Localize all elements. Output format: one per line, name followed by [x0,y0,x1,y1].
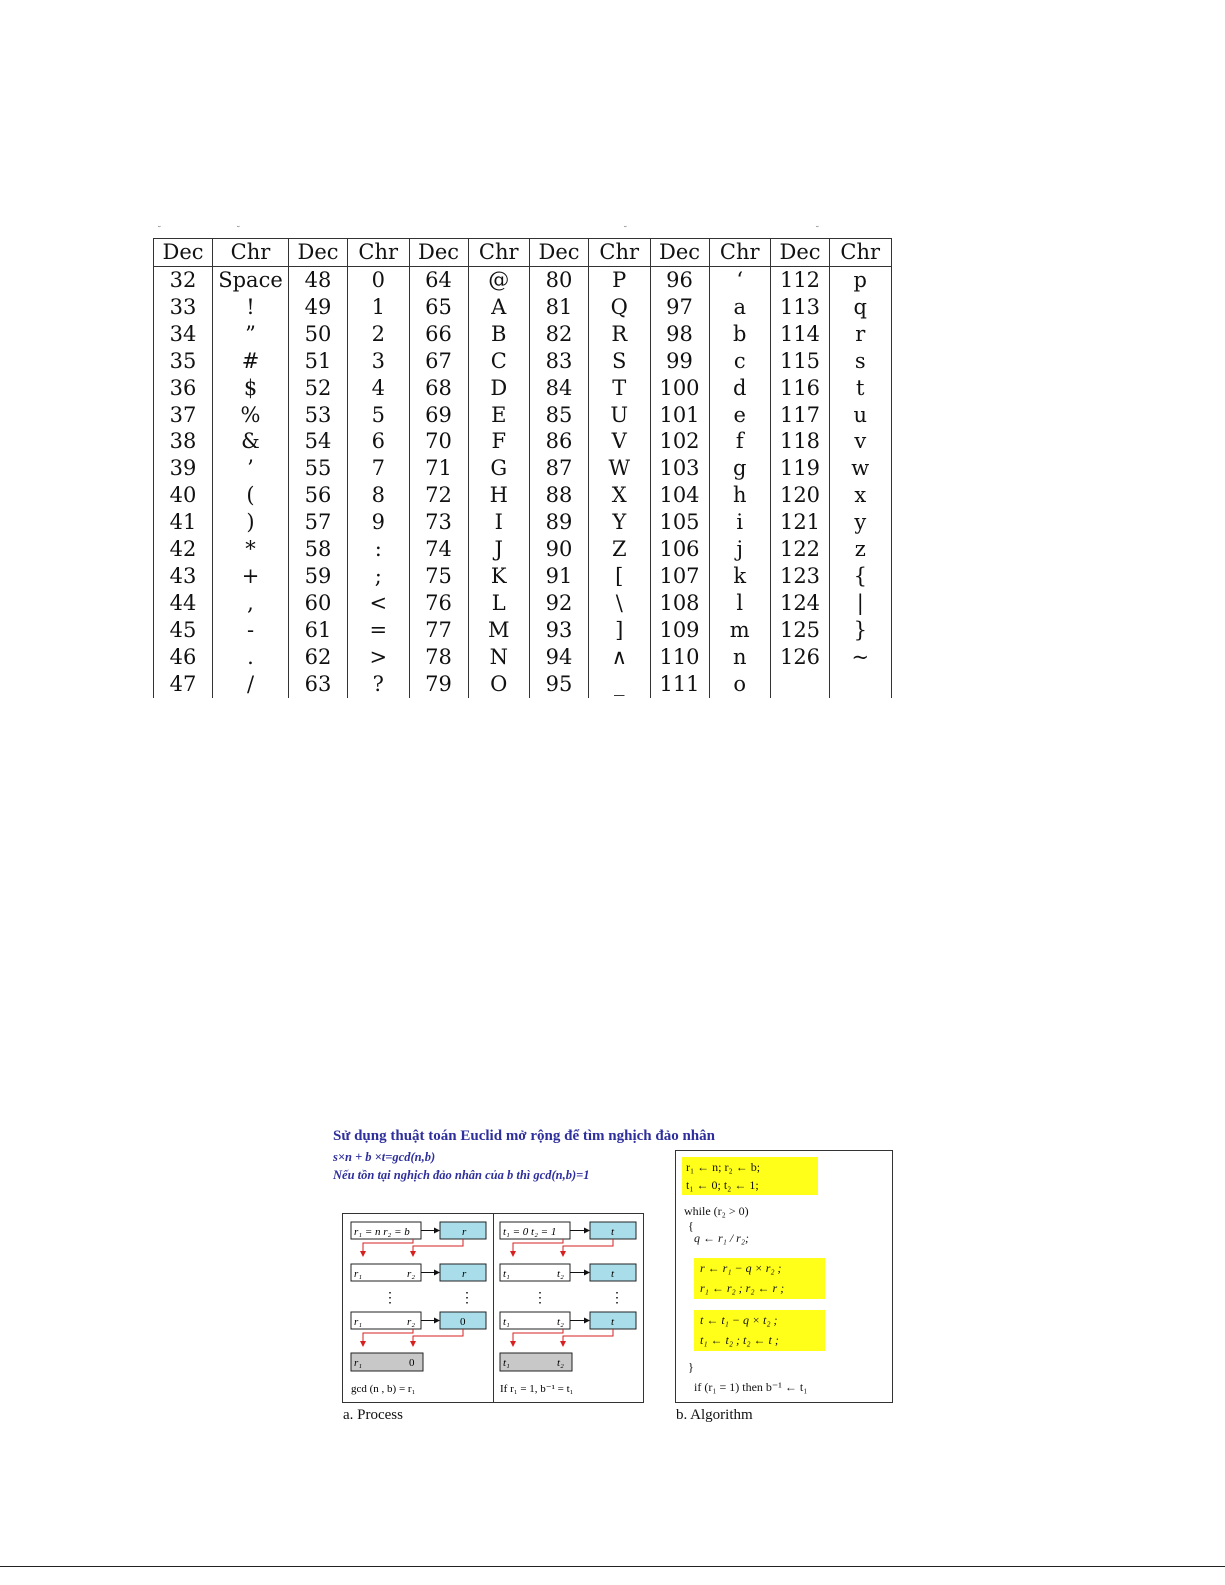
dec-cell: 76 [409,590,468,617]
table-row [154,563,892,590]
dec-cell: 115 [771,348,830,375]
dec-cell: 48 [289,267,348,294]
dec-cell: 125 [771,617,830,644]
table-row [154,455,892,482]
chr-cell: E [468,402,530,429]
chr-cell: ) [213,509,289,536]
t-label: t [611,1226,615,1238]
chr-cell: z [830,536,892,563]
scan-mark: ˘ [236,226,241,236]
dec-cell: 116 [771,375,830,402]
dec-cell: 101 [650,402,709,429]
chr-cell: x [830,482,892,509]
chr-cell: @ [468,267,530,294]
chr-cell: B [468,321,530,348]
dec-cell: 46 [154,644,213,671]
zero-label: 0 [409,1357,415,1369]
dec-cell: 79 [409,671,468,698]
chr-cell: 5 [348,402,410,429]
chr-cell: ! [213,294,289,321]
table-row [154,590,892,617]
dec-cell: 80 [530,267,589,294]
chr-cell: n [709,644,771,671]
chr-cell: + [213,563,289,590]
dec-cell: 102 [650,428,709,455]
dec-cell: 96 [650,267,709,294]
t1-label: t₁ [503,1357,510,1369]
dec-cell: 41 [154,509,213,536]
chr-cell: u [830,402,892,429]
dec-cell: 88 [530,482,589,509]
dec-cell: 114 [771,321,830,348]
chr-cell: V [589,428,651,455]
dec-cell: 78 [409,644,468,671]
chr-cell: M [468,617,530,644]
chr-cell: l [709,590,771,617]
dec-cell: 59 [289,563,348,590]
table-row [154,644,892,671]
dec-cell: 66 [409,321,468,348]
table-row [154,267,892,294]
algo-init-t: t₁ ← 0; t₂ ← 1; [686,1178,759,1192]
dec-cell: 83 [530,348,589,375]
chr-cell: # [213,348,289,375]
dec-cell: 81 [530,294,589,321]
chr-cell: ; [348,563,410,590]
dec-cell: 94 [530,644,589,671]
page-bottom-rule [0,1566,1225,1567]
dec-cell: 63 [289,671,348,698]
scan-mark: ˘ [623,226,628,236]
chr-cell: N [468,644,530,671]
algorithm-box [675,1150,893,1403]
dots: ⋮ [460,1291,474,1306]
chr-cell: j [709,536,771,563]
chr-cell: _ [589,671,651,698]
table-row [154,509,892,536]
chr-cell: O [468,671,530,698]
chr-cell: e [709,402,771,429]
chr-cell: L [468,590,530,617]
chr-cell: a [709,294,771,321]
dec-cell: 84 [530,375,589,402]
dec-cell: 105 [650,509,709,536]
dec-cell: 33 [154,294,213,321]
dec-cell: 119 [771,455,830,482]
chr-cell: X [589,482,651,509]
figure-title: Sử dụng thuật toán Euclid mở rộng để tìm nghịch đảo nhân [333,1128,715,1144]
process-divider [493,1214,494,1402]
dec-cell: 70 [409,428,468,455]
chr-cell: t [830,375,892,402]
r-label: r [462,1268,467,1280]
dec-cell: 99 [650,348,709,375]
chr-cell: c [709,348,771,375]
chr-cell: s [830,348,892,375]
column-header: Dec [289,239,348,267]
algo-r-update: r ← r₁ − q × r₂ ; [700,1261,782,1275]
dec-cell: 92 [530,590,589,617]
dec-cell: 39 [154,455,213,482]
chr-cell: h [709,482,771,509]
chr-cell: b [709,321,771,348]
chr-cell: Y [589,509,651,536]
t1-label: t₁ [503,1316,510,1328]
chr-cell: F [468,428,530,455]
ascii-table-container [153,238,881,699]
chr-cell: o [709,671,771,698]
algo-r-shift: r₁ ← r₂ ; r₂ ← r ; [700,1281,785,1295]
chr-cell: ~ [830,644,892,671]
chr-cell: A [468,294,530,321]
dec-cell: 69 [409,402,468,429]
table-row [154,617,892,644]
chr-cell: P [589,267,651,294]
dec-cell: 121 [771,509,830,536]
t2-label: t₂ [557,1268,564,1280]
column-header: Dec [409,239,468,267]
r2-label: r₂ [407,1316,416,1328]
chr-cell: * [213,536,289,563]
dec-cell: 103 [650,455,709,482]
dec-cell: 91 [530,563,589,590]
algo-q-line: q ← r₁ / r₂; [694,1231,750,1245]
table-row [154,536,892,563]
chr-cell: / [213,671,289,698]
dec-cell: 90 [530,536,589,563]
dec-cell: 57 [289,509,348,536]
table-header-row [154,239,892,267]
dec-cell: 98 [650,321,709,348]
dec-cell: 61 [289,617,348,644]
t-label: t [611,1316,615,1328]
chr-cell: ∧ [589,644,651,671]
column-header: Dec [771,239,830,267]
chr-cell: < [348,590,410,617]
chr-cell: { [830,563,892,590]
chr-cell: : [348,536,410,563]
dec-cell: 42 [154,536,213,563]
table-row [154,671,892,698]
dec-cell: 60 [289,590,348,617]
chr-cell: w [830,455,892,482]
dec-cell: 43 [154,563,213,590]
dec-cell: 120 [771,482,830,509]
chr-cell: \ [589,590,651,617]
algo-t-update: t ← t₁ − q × t₂ ; [700,1313,778,1327]
dec-cell: 95 [530,671,589,698]
chr-cell: i [709,509,771,536]
chr-cell: R [589,321,651,348]
dec-cell: 86 [530,428,589,455]
chr-cell: ’ [213,455,289,482]
column-header: Chr [830,239,892,267]
chr-cell: 3 [348,348,410,375]
chr-cell: v [830,428,892,455]
dec-cell: 110 [650,644,709,671]
chr-cell: p [830,267,892,294]
r1-label: r₁ [354,1357,363,1369]
chr-cell: & [213,428,289,455]
dec-cell: 100 [650,375,709,402]
chr-cell: r [830,321,892,348]
column-header: Chr [709,239,771,267]
dec-cell: 111 [650,671,709,698]
chr-cell: 4 [348,375,410,402]
chr-cell: $ [213,375,289,402]
dec-cell: 107 [650,563,709,590]
chr-cell: T [589,375,651,402]
dec-cell: 75 [409,563,468,590]
column-header: Chr [468,239,530,267]
chr-cell: Q [589,294,651,321]
chr-cell: m [709,617,771,644]
table-row [154,321,892,348]
dots: ⋮ [533,1291,547,1306]
dec-cell: 123 [771,563,830,590]
chr-cell: S [589,348,651,375]
chr-cell: C [468,348,530,375]
chr-cell: > [348,644,410,671]
r-label: r [462,1226,467,1238]
table-row [154,482,892,509]
dec-cell: 34 [154,321,213,348]
chr-cell: 1 [348,294,410,321]
table-row [154,402,892,429]
dec-cell: 108 [650,590,709,617]
chr-cell: 6 [348,428,410,455]
chr-cell: 8 [348,482,410,509]
chr-cell: J [468,536,530,563]
dec-cell: 104 [650,482,709,509]
gcd-label: gcd (n , b) = r₁ [351,1383,416,1395]
r-init-label: r₁ = n r₂ = b [354,1226,410,1238]
dec-cell: 54 [289,428,348,455]
inverse-label: If r₁ = 1, b⁻¹ = t₁ [500,1383,574,1395]
dec-cell: 97 [650,294,709,321]
scan-mark: ˘ [815,226,820,236]
dec-cell: 47 [154,671,213,698]
chr-cell: q [830,294,892,321]
chr-cell: [ [589,563,651,590]
chr-cell: Z [589,536,651,563]
table-row [154,375,892,402]
dec-cell: 122 [771,536,830,563]
chr-cell: H [468,482,530,509]
chr-cell: d [709,375,771,402]
dec-cell: 38 [154,428,213,455]
dec-cell: 74 [409,536,468,563]
column-header: Dec [154,239,213,267]
dec-cell: 73 [409,509,468,536]
chr-cell: 2 [348,321,410,348]
dec-cell: 93 [530,617,589,644]
dec-cell: 52 [289,375,348,402]
column-header: Dec [650,239,709,267]
dec-cell: 71 [409,455,468,482]
algo-t-shift: t₁ ← t₂ ; t₂ ← t ; [700,1333,779,1347]
caption-algorithm: b. Algorithm [676,1407,753,1423]
chr-cell: k [709,563,771,590]
r1-label: r₁ [354,1268,363,1280]
t1-label: t₁ [503,1268,510,1280]
chr-cell: } [830,617,892,644]
chr-cell: - [213,617,289,644]
chr-cell: = [348,617,410,644]
dec-cell [771,671,830,698]
dec-cell: 45 [154,617,213,644]
dec-cell: 64 [409,267,468,294]
chr-cell: ” [213,321,289,348]
algo-close-brace: } [688,1360,694,1374]
column-header: Chr [589,239,651,267]
dec-cell: 82 [530,321,589,348]
table-row [154,428,892,455]
dots: ⋮ [383,1291,397,1306]
chr-cell: | [830,590,892,617]
zero-label: 0 [460,1316,466,1328]
chr-cell: G [468,455,530,482]
dec-cell: 89 [530,509,589,536]
dec-cell: 37 [154,402,213,429]
chr-cell: Space [213,267,289,294]
column-header: Chr [213,239,289,267]
chr-cell [830,671,892,698]
dec-cell: 72 [409,482,468,509]
chr-cell: , [213,590,289,617]
dec-cell: 117 [771,402,830,429]
dec-cell: 53 [289,402,348,429]
algo-init-r: r₁ ← n; r₂ ← b; [686,1160,761,1174]
dec-cell: 85 [530,402,589,429]
dec-cell: 77 [409,617,468,644]
r1-label: r₁ [354,1316,363,1328]
t2-label: t₂ [557,1357,564,1369]
dec-cell: 62 [289,644,348,671]
chr-cell: K [468,563,530,590]
dec-cell: 44 [154,590,213,617]
chr-cell: ( [213,482,289,509]
figure-equation: s×n + b ×t=gcd(n,b) [333,1150,436,1164]
column-header: Chr [348,239,410,267]
dec-cell: 50 [289,321,348,348]
t2-label: t₂ [557,1316,564,1328]
dec-cell: 56 [289,482,348,509]
chr-cell: ] [589,617,651,644]
dec-cell: 58 [289,536,348,563]
dots: ⋮ [610,1291,624,1306]
dec-cell: 68 [409,375,468,402]
chr-cell: y [830,509,892,536]
dec-cell: 51 [289,348,348,375]
chr-cell: . [213,644,289,671]
scan-mark: ˘ [157,226,162,236]
chr-cell: W [589,455,651,482]
algo-while: while (r₂ > 0) [684,1204,749,1218]
dec-cell: 67 [409,348,468,375]
dec-cell: 112 [771,267,830,294]
chr-cell: 0 [348,267,410,294]
dec-cell: 36 [154,375,213,402]
dec-cell: 65 [409,294,468,321]
figure-condition: Nếu tồn tại nghịch đảo nhân của b thì gcd(n,b)=1 [333,1168,590,1182]
t-init-label: t₁ = 0 t₂ = 1 [503,1226,557,1238]
dec-cell: 35 [154,348,213,375]
table-row [154,348,892,375]
dec-cell: 106 [650,536,709,563]
chr-cell: f [709,428,771,455]
process-diagram [342,1213,644,1403]
dec-cell: 124 [771,590,830,617]
dec-cell: 113 [771,294,830,321]
caption-process: a. Process [343,1407,403,1423]
dec-cell: 32 [154,267,213,294]
chr-cell: 7 [348,455,410,482]
dec-cell: 55 [289,455,348,482]
dec-cell: 126 [771,644,830,671]
chr-cell: g [709,455,771,482]
algo-final: if (r₁ = 1) then b⁻¹ ← t₁ [694,1380,808,1394]
r2-label: r₂ [407,1268,416,1280]
chr-cell: 9 [348,509,410,536]
chr-cell: % [213,402,289,429]
chr-cell: U [589,402,651,429]
chr-cell: ‘ [709,267,771,294]
chr-cell: I [468,509,530,536]
table-row [154,294,892,321]
dec-cell: 109 [650,617,709,644]
t-label: t [611,1268,615,1280]
chr-cell: ? [348,671,410,698]
ascii-table [153,238,892,698]
chr-cell: D [468,375,530,402]
dec-cell: 87 [530,455,589,482]
dec-cell: 40 [154,482,213,509]
column-header: Dec [530,239,589,267]
dec-cell: 49 [289,294,348,321]
algo-open-brace: { [688,1219,694,1233]
dec-cell: 118 [771,428,830,455]
